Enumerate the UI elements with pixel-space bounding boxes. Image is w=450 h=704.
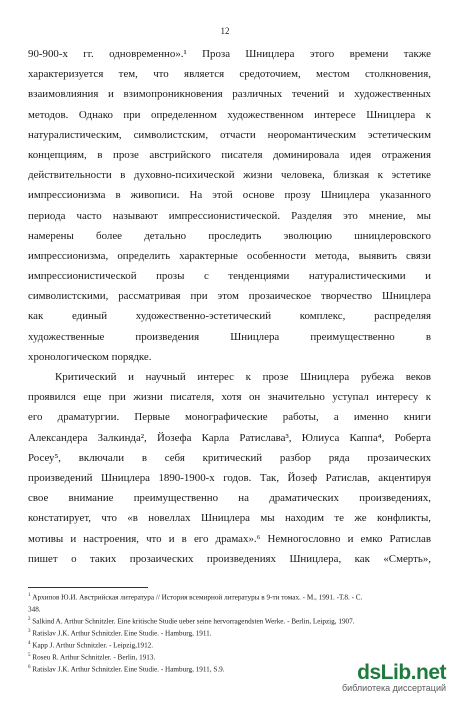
site-watermark bbox=[300, 654, 450, 700]
text-line: символистскими, рассматривая при этом прозаическое творчество Шницлера bbox=[28, 290, 431, 303]
footnote-number: 1 bbox=[28, 593, 31, 598]
text-line: его драматургии. Первые монографические работы, а именно книги bbox=[28, 411, 431, 424]
footnote-number: 4 bbox=[28, 640, 31, 646]
footnote-number: 3 bbox=[28, 628, 31, 634]
footnote-text: 348. bbox=[28, 605, 41, 614]
footnote-text: Roseu R. Arthur Schnitzler. - Berlin, 1913. bbox=[32, 653, 156, 662]
text-line: произведений Шницлера 1890-1900-х годов. Так, Йозеф Ратислав, акцентируя bbox=[28, 471, 431, 484]
text-line: мотивы и настроения, что и в его драмах».⁶ Немногословно и емко Ратислав bbox=[28, 532, 431, 545]
text-line: намерены более детально проследить эволюцию шницлеровского bbox=[28, 229, 431, 242]
text-line: хронологическом порядке. bbox=[28, 350, 152, 363]
text-line: свое внимание преимущественно на драматических произведениях, bbox=[28, 492, 431, 505]
watermark-subtitle: библиотека диссертаций bbox=[341, 683, 446, 693]
text-line: импрессионизма, определить характерные особенности метода, выявить связи bbox=[28, 249, 431, 262]
text-line: характеризуется тем, что является средоточием, местом столкновения, bbox=[28, 68, 431, 81]
text-line: импрессионистической прозы с тенденциями натуралистическими и bbox=[28, 270, 431, 283]
text-line: периода часто называют импрессионистической. Разделяя это мнение, мы bbox=[28, 209, 431, 222]
footnote bbox=[28, 591, 431, 603]
text-line: констатирует, что «в новеллах Шницлера мы находим те же конфликты, bbox=[28, 512, 431, 525]
text-line: как единый художественно-эстетический комплекс, распределяя bbox=[28, 310, 431, 323]
page-number: 12 bbox=[220, 26, 230, 36]
text-line: Росеу⁵, включали в себя критический разбор ряда прозаических bbox=[28, 451, 431, 464]
text-line: натуралистическим, символистским, отчасти неоромантическим эстетическим bbox=[28, 128, 431, 141]
text-line: 90-900-х гг. одновременно».¹ Проза Шницлера этого времени также bbox=[28, 48, 431, 60]
footnote-text: Ratislav J.K. Arthur Schnitzler. Eine Studie. - Hamburg, 1911. bbox=[32, 629, 212, 638]
footnote-text: Ratislav J.K. Arthur Schnitzler. Eine Studie. - Hamburg, 1911, S.9. bbox=[32, 665, 225, 674]
footnote-number: 2 bbox=[28, 616, 31, 622]
text-line: художественные произведения Шницлера преимущественно в bbox=[28, 330, 431, 343]
footnote-text: Salkind A. Arthur Schnitzler. Eine kritische Studie ueber seine hervorragendsten Werke. - Berlin, Leipzig, 1907. bbox=[32, 617, 355, 626]
footnote bbox=[28, 627, 431, 639]
footnote bbox=[28, 615, 431, 627]
text-line: Александера Залкинда², Йозефа Карла Ратислава³, Юлиуса Каппа⁴, Роберта bbox=[28, 431, 431, 444]
footnote-text: Kapp J. Arthur Schnitzler. - Leipzig,1912. bbox=[32, 641, 154, 650]
footnote-number: 5 bbox=[28, 652, 31, 658]
text-line: действительности в духовно-психической жизни человека, близкая к эстетике bbox=[28, 169, 431, 182]
text-line: взаимовлияния и взимопроникновения различных течений и художественных bbox=[28, 88, 431, 101]
text-line: пишет о таких прозаических произведениях Шницлера, как «Смерть», bbox=[28, 552, 431, 565]
text-line: импрессионизма в живописи. На этой основе прозу Шницлера указанного bbox=[28, 189, 431, 202]
text-line: Критический и научный интерес к прозе Шницлера рубежа веков bbox=[55, 371, 431, 383]
text-line: методов. Однако при определенном художественном интересе Шницлера к bbox=[28, 108, 431, 121]
footnote-number: 6 bbox=[28, 664, 31, 670]
footnote-text: Архипов Ю.И. Австрийская литература // История всемирной литературы в 9-ти томах. - М., 1991. -Т.8. - С. bbox=[32, 593, 363, 602]
text-line: проявился еще при жизни писателя, хотя он значительно уступал интересу к bbox=[28, 391, 431, 404]
footnote bbox=[28, 639, 431, 651]
text-line: концепциям, в прозе австрийского писателя доминировала идея отражения bbox=[28, 148, 431, 161]
footnote bbox=[28, 603, 431, 615]
footnote-divider bbox=[28, 587, 148, 588]
body-text bbox=[28, 44, 431, 569]
watermark-logo: dsLib.net bbox=[357, 661, 446, 684]
